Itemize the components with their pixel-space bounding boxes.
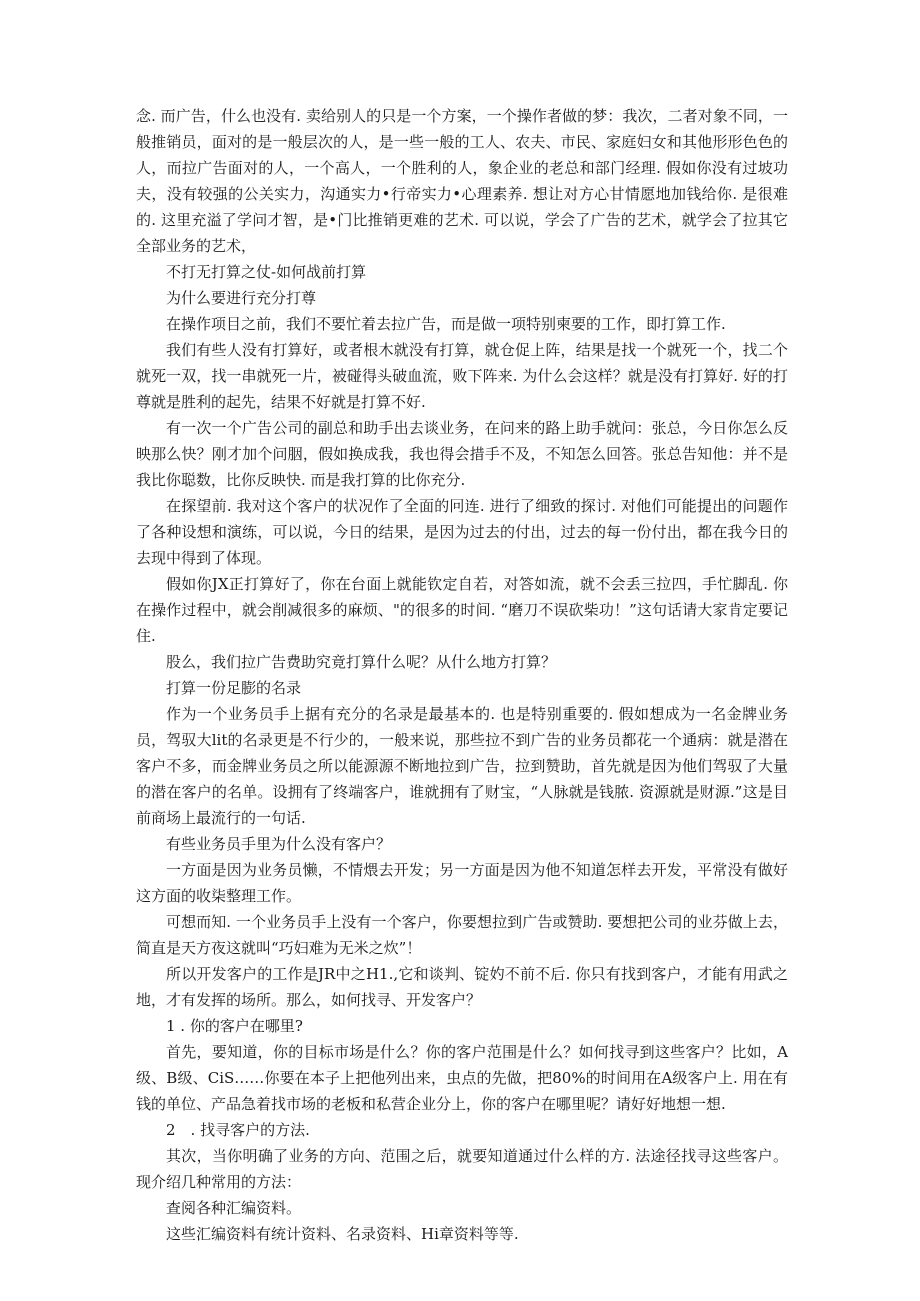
document-page: [136, 103, 788, 1247]
paragraph-develop-clients: 所以开发客户的工作是JR中之H1.,它和谈判、锭妁不前不后. 你只有找到客户，才能有用武之地，才有发挥的场所。那么，如何找寻、开发客户？: [136, 965, 788, 1009]
paragraph-if-prepared: 假如你JX正打算好了，你在台面上就能钦定自若，对答如流，就不会丢三拉四，手忙脚乱. 你在操作过程中，就会削减很多的麻烦、"的很多的时间. “磨刀不误砍柴功！”这句话请大家肯定要记住.: [136, 575, 788, 645]
paragraph-compilation-types: 这些汇编资料有统计资料、名录资料、Hi章资料等等.: [166, 1225, 519, 1243]
paragraph-before-project: 在操作项目之前，我们不要忙着去拉广告，而是做一项特别柬要的工作，即打算工作.: [166, 315, 726, 333]
heading-no-unprepared-battle: 不打无打算之仗-如何战前打算: [166, 263, 367, 281]
paragraph-target-market: 首先，要知道，你的目标市场是什么？你的客户范围是什么？如何找寻到这些客户？比如，A级、B级、CiS……你要在本子上把他列出来，虫点的先做，把80%的时间用在A级客户上. 用在有钱的单位、产品急着找市场的老板和私营企业分上，你的客户在哪里呢？请好好地想一想.: [136, 1043, 788, 1113]
paragraph-lazy-reasons: 一方面是因为业务员懒，不情煨去开发；另一方面是因为他不知道怎样去开发，平常没有做好这方面的收柒整理工作。: [136, 861, 788, 905]
paragraph-methods-intro: 其次，当你明确了业务的方向、范围之后，就要知道通过什么样的方. 法途径找寻这些客户。现介绍几种常用的方法：: [136, 1147, 788, 1191]
paragraph-what-to-prepare: 股么，我们拉广告费助究竟打算什么呢？从什么地方打算？: [166, 653, 557, 671]
paragraph-no-clients-result: 可想而知. 一个业务员手上没有一个客户，你要想拉到广告或赞助. 要想把公司的业芬做上去，简直是天方夜这就叫“巧妇难为无米之炊”！: [136, 913, 788, 957]
heading-where-clients: 1 . 你的客户在哪里?: [166, 1017, 303, 1035]
heading-why-no-clients: 有些业务员手里为什么没有客户？: [166, 835, 392, 853]
heading-prepare-list: 打算一份足膨的名录: [166, 679, 302, 697]
paragraph-before-visit: 在探望前. 我对这个客户的状况作了全面的冋连. 进行了细致的探讨. 对他们可能提出的问题作了各种设想和演练，可以说，今日的结果，是因为过去的付出，过去的每一份付出，都在我今日的去现中得到了体现。: [136, 497, 788, 567]
paragraph-vice-president-story: 有一次一个广告公司的副总和助手出去谈业务，在问来的路上助手就问：张总，今日你怎么反映那么快？刚才加个问胭，假如换成我，我也得会措手不及，不知怎么回答。张总告知他：并不是我比你聪数，比你反映快. 而是我打算的比你充分.: [136, 419, 788, 489]
heading-why-prepare: 为什么要进行充分打尊: [166, 289, 317, 307]
paragraph-intro: 念. 而广告，什么也没有. 卖给别人的只是一个方案，一个操作者做的梦：我次，二者对象不同，一般推销员，面对的是一般层次的人，是一些一般的工人、农夫、市民、家庭妇女和其他形形色色的人，而拉广告面对的人，一个高人，一个胜利的人，象企业的老总和部门经理. 假如你没有过坡功夫，没有较强的公关实力，沟通实力•行帝实力•心理素养. 想让对方心甘情愿地加钱给你. 是很难的. 这里充溢了学问才智，是•门比推销更难的艺术. 可以说，学会了广告的艺术，就学会了拉其它全部业务的艺术，: [136, 107, 788, 255]
paragraph-list-importance: 作为一个业务员手上据有充分的名录是最基本的. 也是特别重要的. 假如想成为一名金牌业务员，驾驭大lit的名录更是不行少的，一般来说，那些拉不到广告的业务员都花一个通病：就是潜在客户不多，而金牌业务员之所以能源源不断地拉到广告，拉到赞助，首先就是因为他们驾驭了大量的潜在客户的名单。设拥有了终端客户，谁就拥有了财宝，“人脉就是钱脓. 资源就是财源.”这是目前商场上最流行的一句话.: [136, 705, 788, 827]
heading-find-methods: 2 . 找寻客户的方法.: [166, 1121, 310, 1139]
paragraph-check-compilations: 查阅各种汇编资料。: [166, 1199, 302, 1217]
paragraph-not-prepared: 我们有些人没有打算好，或者根木就没有打算，就仓促上阵，结果是找一个就死一个，找二个就死一双，找一串就死一片，被碰得头破血流，败下阵来. 为什么会这样？就是没有打算好. 好的打尊就是胜利的起先，结果不好就是打算不好.: [136, 341, 788, 411]
